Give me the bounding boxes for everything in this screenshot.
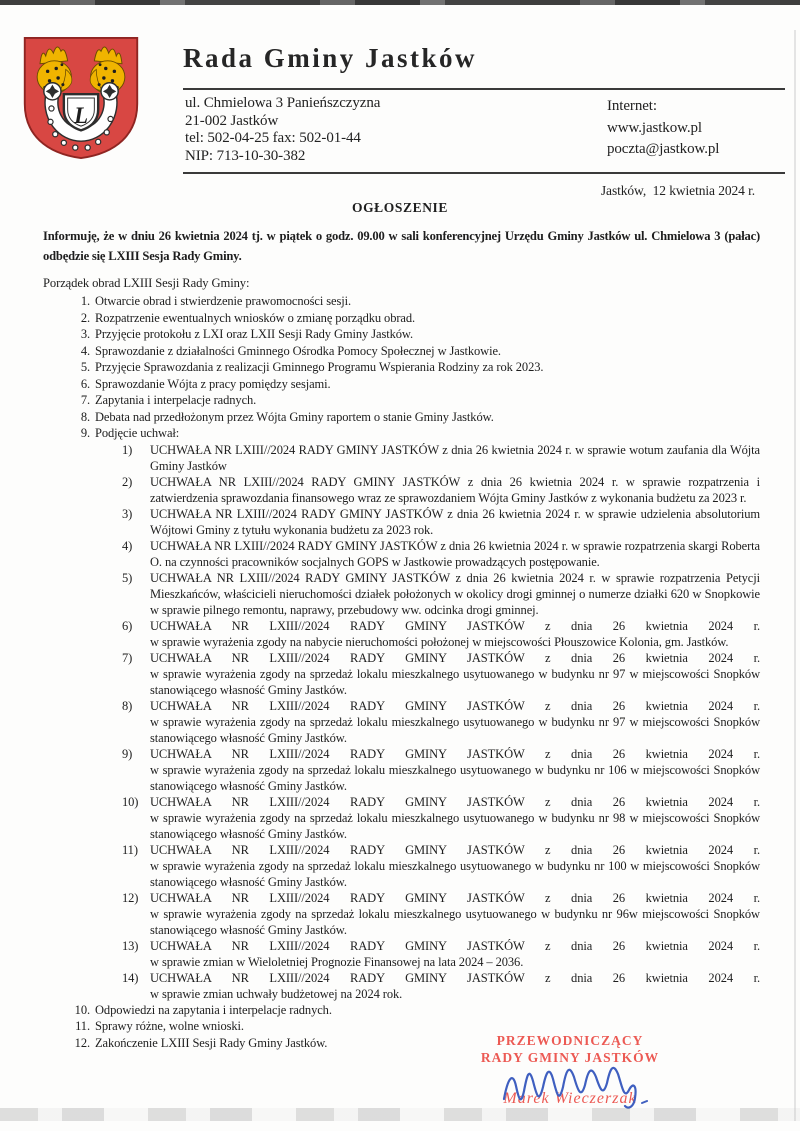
resolution-item bbox=[43, 506, 760, 538]
agenda-item bbox=[43, 409, 760, 426]
resolution-title: UCHWAŁA NR LXIII//2024 RADY GMINY JASTKÓW z dnia 26 kwietnia 2024 r. bbox=[150, 970, 760, 985]
resolution-body: w sprawie wyrażenia zgody na sprzedaż lokalu mieszkalnego usytuowanego w budynku nr 97 w miejscowości Snopków stanowiącego własność Gminy Jastków. bbox=[150, 666, 760, 697]
address-phone: tel: 502-04-25 fax: 502-01-44 bbox=[185, 130, 361, 146]
agenda-list bbox=[43, 293, 760, 1051]
resolution-number: 3) bbox=[122, 506, 133, 521]
resolution-number: 12) bbox=[122, 890, 139, 905]
agenda-item bbox=[43, 293, 760, 310]
agenda-item-text: Sprawy różne, wolne wnioski. bbox=[95, 1019, 244, 1033]
agenda-item-number: 8. bbox=[80, 409, 90, 424]
agenda-item bbox=[43, 310, 760, 327]
agenda-item-text: Podjęcie uchwał: bbox=[95, 426, 180, 440]
agenda-item-text: Zakończenie LXIII Sesji Rady Gminy Jastków. bbox=[95, 1035, 328, 1050]
inner-shield-icon bbox=[64, 94, 98, 130]
internet-label: Internet: bbox=[607, 98, 657, 114]
resolution-item bbox=[43, 538, 760, 570]
resolution-body: w sprawie wyrażenia zgody na sprzedaż lokalu mieszkalnego usytuowanego w budynku nr 100 w miejscowości Snopków stanowiącego własność Gminy Jastków. bbox=[150, 858, 760, 889]
agenda-item-text: Otwarcie obrad i stwierdzenie prawomocności sesji. bbox=[95, 294, 352, 308]
agenda-item-number: 5. bbox=[80, 360, 90, 374]
resolution-body: w sprawie wyrażenia zgody na sprzedaż lokalu mieszkalnego usytuowanego w budynku nr 106 w miejscowości Snopków stanowiącego własność Gminy Jastków. bbox=[150, 762, 760, 793]
scan-artifact-top bbox=[0, 0, 800, 5]
agenda-item-text: Sprawozdanie Wójta z pracy pomiędzy sesjami. bbox=[95, 376, 331, 391]
resolution-item bbox=[43, 650, 760, 698]
resolution-item bbox=[43, 938, 760, 970]
agenda-item-text: Sprawozdanie z działalności Gminnego Ośrodka Pomocy Społecznej w Jastkowie. bbox=[95, 343, 501, 358]
resolution-body: w sprawie wyrażenia zgody na sprzedaż lokalu mieszkalnego usytuowanego w budynku nr 98 w miejscowości Snopków stanowiącego własność Gminy Jastków. bbox=[150, 810, 760, 841]
agenda-item bbox=[43, 376, 760, 393]
resolution-item bbox=[43, 890, 760, 938]
resolution-number: 10) bbox=[122, 794, 139, 809]
agenda-heading: Porządek obrad LXIII Sesji Rady Gminy: bbox=[43, 276, 250, 290]
signer-name: Marek Wieczerzak bbox=[503, 1090, 637, 1107]
resolution-body: w sprawie wyrażenia zgody na nabycie nieruchomości położonej w miejscowości Płouszowice Kolonia, gm. Jastków. bbox=[150, 634, 729, 649]
agenda-item bbox=[43, 359, 760, 376]
resolution-number: 13) bbox=[122, 938, 139, 953]
shield-letter: L bbox=[74, 102, 88, 128]
resolution-title: UCHWAŁA NR LXIII//2024 RADY GMINY JASTKÓW z dnia 26 kwietnia 2024 r. bbox=[150, 650, 760, 665]
agenda-item-text: Przyjęcie protokołu z LXI oraz LXII Sesji Rady Gminy Jastków. bbox=[95, 327, 414, 341]
resolution-text: UCHWAŁA NR LXIII//2024 RADY GMINY JASTKÓW z dnia 26 kwietnia 2024 r. w sprawie rozpatrzenia i zatwierdzenia sprawozdania finansowego wraz ze sprawozdaniem Wójta Gminy Jastków z wykonania budżetu za 2023 r. bbox=[150, 474, 760, 505]
resolution-item bbox=[43, 570, 760, 618]
agenda-item-number: 2. bbox=[80, 310, 90, 325]
agenda-item-number: 9. bbox=[80, 426, 90, 440]
agenda-item-number: 4. bbox=[80, 343, 90, 358]
resolution-number: 7) bbox=[122, 650, 133, 665]
address-block bbox=[185, 95, 380, 165]
resolution-item bbox=[43, 746, 760, 794]
document-title: OGŁOSZENIE bbox=[351, 200, 449, 215]
agenda-item-number: 7. bbox=[80, 393, 90, 407]
address-city: 21-002 Jastków bbox=[185, 112, 279, 129]
resolution-text: UCHWAŁA NR LXIII//2024 RADY GMINY JASTKÓW z dnia 26 kwietnia 2024 r. w sprawie rozpatrzenia Petycji Mieszkańców, właścicieli nieruchomości działek położonych w okolicy drogi gminnej o numerze działki 620 w Snopkowie w sprawie pilnego remontu, naprawy, przebudowy ww. odcinka drogi gminnej. bbox=[150, 570, 760, 617]
date-line: Jastków, 12 kwietnia 2024 r. bbox=[600, 183, 755, 198]
agenda-item bbox=[43, 1002, 760, 1019]
email-address: poczta@jastkow.pl bbox=[607, 141, 720, 157]
resolution-body: w sprawie zmian uchwały budżetowej na 2024 rok. bbox=[150, 986, 403, 1001]
resolution-number: 1) bbox=[122, 442, 133, 457]
agenda-item-text: Odpowiedzi na zapytania i interpelacje radnych. bbox=[95, 1002, 332, 1017]
resolution-title: UCHWAŁA NR LXIII//2024 RADY GMINY JASTKÓW z dnia 26 kwietnia 2024 r. bbox=[150, 698, 760, 713]
website-url: www.jastkow.pl bbox=[607, 119, 702, 136]
resolution-text: UCHWAŁA NR LXIII//2024 RADY GMINY JASTKÓW z dnia 26 kwietnia 2024 r. w sprawie wotum zaufania dla Wójta Gminy Jastków bbox=[150, 442, 760, 473]
resolution-number: 4) bbox=[122, 538, 133, 553]
letterhead bbox=[183, 38, 785, 174]
resolution-number: 9) bbox=[122, 746, 133, 761]
header-rule-bottom bbox=[183, 172, 785, 174]
resolution-number: 5) bbox=[122, 570, 133, 585]
scan-artifact-bottom bbox=[0, 1108, 800, 1121]
chairman-stamp bbox=[470, 1033, 670, 1108]
resolution-title: UCHWAŁA NR LXIII//2024 RADY GMINY JASTKÓW z dnia 26 kwietnia 2024 r. bbox=[150, 842, 760, 857]
resolution-number: 14) bbox=[122, 970, 139, 985]
resolution-item bbox=[43, 842, 760, 890]
resolution-number: 2) bbox=[122, 474, 133, 489]
coat-of-arms-icon bbox=[20, 33, 142, 163]
stamp-title-line2: RADY GMINY JASTKÓW bbox=[480, 1049, 660, 1065]
agenda-item bbox=[43, 326, 760, 343]
resolution-title: UCHWAŁA NR LXIII//2024 RADY GMINY JASTKÓW z dnia 26 kwietnia 2024 r. bbox=[150, 618, 760, 633]
agenda-item-number: 12. bbox=[74, 1035, 90, 1050]
agenda-item-text: Zapytania i interpelacje radnych. bbox=[95, 393, 257, 407]
resolution-title: UCHWAŁA NR LXIII//2024 RADY GMINY JASTKÓW z dnia 26 kwietnia 2024 r. bbox=[150, 794, 760, 809]
scan-artifact-right-edge bbox=[794, 30, 796, 1121]
resolution-text: UCHWAŁA NR LXIII//2024 RADY GMINY JASTKÓW z dnia 26 kwietnia 2024 r. w sprawie udzielenia absolutorium Wójtowi Gminy z tytułu wykonania budżetu za 2023 rok. bbox=[150, 506, 760, 537]
resolution-item bbox=[43, 970, 760, 1002]
resolution-body: w sprawie wyrażenia zgody na sprzedaż lokalu mieszkalnego usytuowanego w budynku nr 96w miejscowości Snopków stanowiącego własność Gminy Jastków. bbox=[150, 906, 760, 937]
agenda-item-number: 6. bbox=[80, 376, 90, 391]
agenda-item-number: 10. bbox=[74, 1002, 90, 1017]
resolution-body: w sprawie zmian w Wieloletniej Prognozie Finansowej na lata 2024 – 2036. bbox=[150, 954, 524, 969]
agenda-item-number: 3. bbox=[80, 327, 90, 341]
stamp-title-line1: PRZEWODNICZĄCY bbox=[496, 1033, 644, 1048]
resolution-item bbox=[43, 474, 760, 506]
resolution-number: 6) bbox=[122, 618, 133, 633]
resolution-title: UCHWAŁA NR LXIII//2024 RADY GMINY JASTKÓW z dnia 26 kwietnia 2024 r. bbox=[150, 938, 760, 953]
agenda-item-number: 11. bbox=[75, 1019, 90, 1033]
resolution-title: UCHWAŁA NR LXIII//2024 RADY GMINY JASTKÓW z dnia 26 kwietnia 2024 r. bbox=[150, 746, 760, 761]
agenda-item-text: Rozpatrzenie ewentualnych wniosków o zmianę porządku obrad. bbox=[95, 310, 416, 325]
resolution-title: UCHWAŁA NR LXIII//2024 RADY GMINY JASTKÓW z dnia 26 kwietnia 2024 r. bbox=[150, 890, 760, 905]
address-nip: NIP: 713-10-30-382 bbox=[185, 147, 306, 164]
agenda-item bbox=[43, 392, 760, 409]
resolution-item bbox=[43, 442, 760, 474]
resolution-body: w sprawie wyrażenia zgody na sprzedaż lokalu mieszkalnego usytuowanego w budynku nr 97 w miejscowości Snopków stanowiącego własność Gminy Jastków. bbox=[150, 714, 760, 745]
intro-paragraph: Informuję, że w dniu 26 kwietnia 2024 tj. w piątek o godz. 09.00 w sali konferencyjnej Urzędu Gminy Jastków ul. Chmielowa 3 (pałac) odbędzie się LXIII Sesja Rady Gminy. bbox=[43, 229, 760, 263]
org-name: Rada Gminy Jastków bbox=[183, 43, 478, 73]
agenda-item-number: 1. bbox=[80, 294, 90, 308]
resolution-text: UCHWAŁA NR LXIII//2024 RADY GMINY JASTKÓW z dnia 26 kwietnia 2024 r. w sprawie rozpatrzenia skargi Roberta O. na czynności pracowników socjalnych GOPS w Jastkowie prowadzących postępowanie. bbox=[150, 538, 760, 569]
resolution-number: 8) bbox=[122, 698, 133, 713]
address-street: ul. Chmielowa 3 Panieńszczyzna bbox=[185, 95, 381, 111]
resolution-item bbox=[43, 698, 760, 746]
resolution-item bbox=[43, 618, 760, 650]
resolution-number: 11) bbox=[122, 842, 138, 857]
agenda-item bbox=[43, 343, 760, 360]
internet-block bbox=[607, 96, 785, 165]
agenda-item bbox=[43, 425, 760, 442]
agenda-item-text: Przyjęcie Sprawozdania z realizacji Gminnego Programu Wspierania Rodziny za rok 2023. bbox=[95, 360, 544, 374]
resolution-item bbox=[43, 794, 760, 842]
agenda-item-text: Debata nad przedłożonym przez Wójta Gminy raportem o stanie Gminy Jastków. bbox=[95, 409, 494, 424]
